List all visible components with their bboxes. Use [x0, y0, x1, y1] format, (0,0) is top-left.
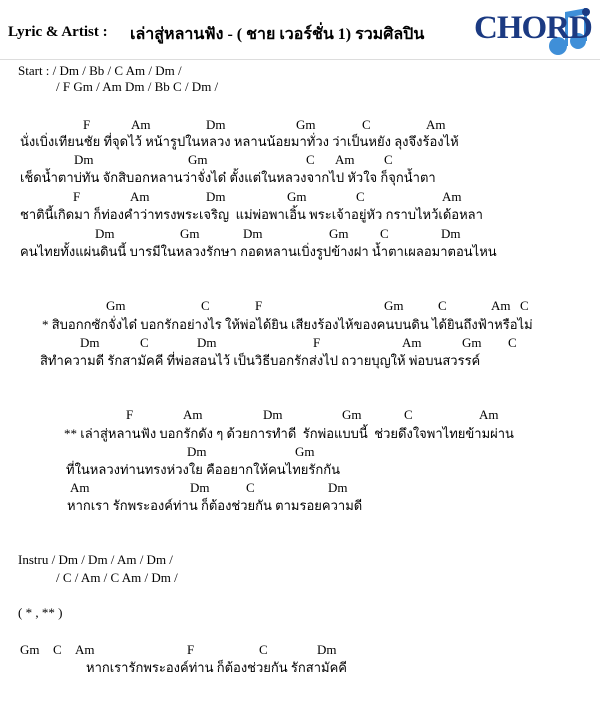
- chord-label: C: [201, 298, 210, 313]
- chord-label: Dm: [187, 444, 207, 459]
- lyric-artist-label: Lyric & Artist :: [8, 24, 108, 40]
- lyric-line: สิทำความดี รักสามัคคี ที่พ่อสอนไว้ เป็นวิธีบอกรักส่งไป ถวายบุญให้ พ่อบนสวรรค์: [40, 353, 481, 368]
- chord-label: C: [380, 226, 389, 241]
- chord-label: Dm: [206, 189, 226, 204]
- chord-label: C: [53, 642, 62, 657]
- chord-label: Am: [130, 189, 150, 204]
- chord-logo[interactable]: [474, 4, 592, 60]
- chord-label: Dm: [263, 407, 283, 422]
- chord-label: Gm: [295, 444, 315, 459]
- instru-line-2: / C / Am / C Am / Dm /: [56, 570, 178, 585]
- chord-label: Gm: [329, 226, 349, 241]
- chord-label: C: [246, 480, 255, 495]
- chord-label: C: [306, 152, 315, 167]
- lyric-line: นั่งเบิ่งเทียนชัย ที่จุดไว้ หน้ารูปในหลวง หลานน้อยมาทั่วง ว่าเป็นหยัง ลุงจึงร้องไห้: [20, 134, 459, 149]
- lyric-line: คนไทยทั้งแผ่นดินนี้ บารมีในหลวงรักษา กอดหลานเบิ่งรูปข้างฝา น้ำตาเผลอมาตอนไหน: [20, 244, 497, 259]
- chord-label: Am: [335, 152, 355, 167]
- repeat-marker: ( * , ** ): [18, 605, 63, 620]
- lyric-line: เช็ดน้ำตาบ่ทัน จักสิบอกหลานว่าจั่งได๋ ตั้งแต่ในหลวงจากไป หัวใจ ก็จุกน้ำตา: [20, 170, 436, 185]
- chord-label: C: [404, 407, 413, 422]
- chord-label: C: [362, 117, 371, 132]
- chord-label: Gm: [462, 335, 482, 350]
- header: [0, 0, 600, 60]
- chord-label: Dm: [95, 226, 115, 241]
- chord-label: Am: [442, 189, 462, 204]
- lyric-line: ชาตินี้เกิดมา ก็ท่องคำว่าทรงพระเจริญ แม่พ่อพาเอิ้น พระเจ้าอยู่หัว กราบไหว้เด้อหลา: [20, 207, 483, 222]
- chord-label: Gm: [384, 298, 404, 313]
- chord-label: Am: [131, 117, 151, 132]
- chord-label: Dm: [441, 226, 461, 241]
- chord-label: Am: [402, 335, 422, 350]
- chord-label: Gm: [287, 189, 307, 204]
- chord-label: Dm: [74, 152, 94, 167]
- chord-label: F: [126, 407, 134, 422]
- chord-label: C: [356, 189, 365, 204]
- header-divider: [0, 59, 600, 60]
- chord-label: C: [508, 335, 517, 350]
- chord-label: Gm: [106, 298, 126, 313]
- chord-label: C: [259, 642, 268, 657]
- chord-label: F: [73, 189, 81, 204]
- chord-label: Am: [75, 642, 95, 657]
- start-line-1: Start : / Dm / Bb / C Am / Dm /: [18, 63, 182, 78]
- song-title: เล่าสู่หลานฟัง - ( ชาย เวอร์ชั่น 1) รวมศิลปิน: [130, 26, 425, 43]
- chord-label: Gm: [296, 117, 316, 132]
- chord-label: F: [255, 298, 263, 313]
- lyric-line: ** เล่าสู่หลานฟัง บอกรักดัง ๆ ด้วยการทำดี รักพ่อแบบนี้ ช่วยดึงใจพาไทยข้ามผ่าน: [64, 426, 514, 441]
- lyric-line: * สิบอกกซักจั่งได๋ บอกรักอย่างไร ให้พ่อได้ยิน เสียงร้องไห้ของคนบนดิน ได้ยินถึงฟ้าหรือไม่: [42, 317, 533, 332]
- chord-label: Am: [70, 480, 90, 495]
- chord-label: Dm: [328, 480, 348, 495]
- chord-label: Dm: [206, 117, 226, 132]
- chord-label: Am: [491, 298, 511, 313]
- chord-label: C: [438, 298, 447, 313]
- chord-label: Am: [183, 407, 203, 422]
- lyric-line: ที่ในหลวงท่านทรงห่วงใย คืออยากให้คนไทยรักกัน: [66, 462, 341, 477]
- chord-label: C: [140, 335, 149, 350]
- lyric-line: หากเรา รักพระองค์ท่าน ก็ต้องช่วยกัน ตามรอยความดี: [67, 498, 363, 513]
- lyric-line: หากเรารักพระองค์ท่าน ก็ต้องช่วยกัน รักสามัคคี: [86, 660, 347, 675]
- chord-label: C: [520, 298, 529, 313]
- start-line-2: / F Gm / Am Dm / Bb C / Dm /: [56, 79, 219, 94]
- chord-label: F: [313, 335, 321, 350]
- chord-label: Dm: [197, 335, 217, 350]
- chord-label: F: [83, 117, 91, 132]
- logo-text: CHORD: [474, 10, 592, 46]
- chord-label: Gm: [188, 152, 208, 167]
- chord-label: Dm: [317, 642, 337, 657]
- chord-label: Gm: [342, 407, 362, 422]
- chord-label: Dm: [80, 335, 100, 350]
- chord-label: Dm: [190, 480, 210, 495]
- chord-label: Am: [426, 117, 446, 132]
- chord-label: Gm: [180, 226, 200, 241]
- instru-line-1: Instru / Dm / Dm / Am / Dm /: [18, 552, 173, 567]
- chord-label: Dm: [243, 226, 263, 241]
- chord-label: Am: [479, 407, 499, 422]
- chord-label: Gm: [20, 642, 40, 657]
- chord-label: F: [187, 642, 195, 657]
- chord-label: C: [384, 152, 393, 167]
